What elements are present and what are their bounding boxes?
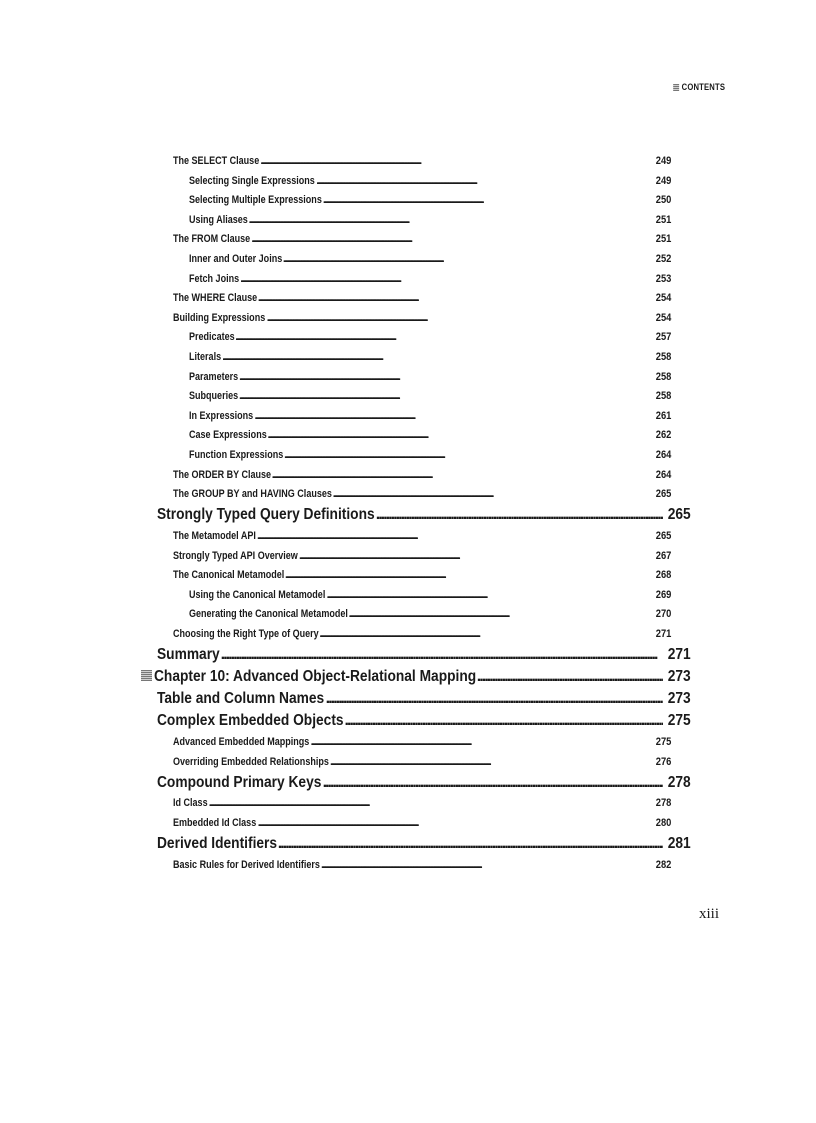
toc-entry-page: 269 [655,588,671,601]
toc-entry-title: Choosing the Right Type of Query [173,627,319,640]
dot-leader [240,272,651,286]
toc-entry[interactable] [173,568,671,582]
toc-entry-page: 251 [655,233,671,246]
toc-entry-page: 268 [655,569,671,582]
toc-entry-title: Summary [157,646,220,663]
toc-entry[interactable] [189,213,671,227]
toc-entry-page: 258 [655,370,671,383]
dot-leader [319,627,651,641]
toc-entry[interactable] [189,370,671,384]
toc-entry[interactable] [189,448,671,462]
dot-leader [321,858,652,872]
running-header [673,82,725,92]
dot-leader [311,735,652,749]
dot-leader [260,154,651,168]
toc-entry-title: Strongly Typed API Overview [173,549,298,562]
dot-leader [268,428,652,442]
toc-entry-page: 273 [668,690,691,708]
toc-entry[interactable] [173,858,671,872]
toc-entry-page: 262 [655,429,671,442]
toc-entry-page: 273 [668,668,691,686]
dot-leader [349,607,652,621]
toc-entry-page: 267 [655,549,671,562]
dot-leader [330,755,652,769]
toc-entry-page: 281 [668,834,691,852]
toc-entry[interactable] [173,529,671,543]
toc-entry[interactable] [173,311,671,325]
toc-entry-title: The WHERE Clause [173,292,258,305]
toc-entry-title: Embedded Id Class [173,816,257,829]
toc-entry-title: Advanced Embedded Mappings [173,735,310,748]
toc-entry-page: 265 [655,529,671,542]
toc-entry-page: 270 [655,608,671,621]
toc-entry-title: In Expressions [189,409,254,422]
dot-leader [209,796,652,810]
toc-entry-page: 254 [655,311,671,324]
toc-entry[interactable] [173,154,671,168]
dot-leader [257,529,652,543]
toc-entry-title: Complex Embedded Objects [157,712,344,730]
dot-leader [239,370,652,384]
toc-entry[interactable] [173,816,671,830]
toc-entry-title: Inner and Outer Joins [189,253,283,265]
toc-entry-title: The Canonical Metamodel [173,569,285,582]
toc-entry-title: Compound Primary Keys [157,773,322,791]
running-header-label: CONTENTS [681,82,725,92]
dot-leader [376,505,664,525]
toc-entry-title: Subqueries [189,390,239,403]
dot-leader [299,549,652,563]
toc-entry[interactable] [157,505,691,525]
toc-entry[interactable] [189,428,671,442]
toc-entry[interactable] [173,735,671,749]
dot-leader [258,816,652,830]
toc-entry-title: Parameters [189,370,239,383]
toc-entry[interactable] [173,796,671,810]
toc-entry[interactable] [189,409,671,423]
toc-entry[interactable] [173,487,671,501]
square-bullet-icon [673,84,679,91]
toc-entry-page: 250 [655,194,671,207]
toc-entry-title: Fetch Joins [189,272,240,285]
toc-entry-page: 271 [655,627,671,640]
toc-entry-page: 264 [655,449,671,461]
toc-entry-page: 257 [655,331,671,344]
toc-entry-page: 249 [655,155,671,167]
toc-entry-page: 265 [668,506,691,524]
toc-entry[interactable] [157,645,691,665]
toc-entry[interactable] [189,252,671,266]
dot-leader [326,689,664,709]
dot-leader [327,588,652,602]
toc-entry[interactable] [173,755,671,769]
dot-leader [284,448,651,462]
dot-leader [278,834,664,854]
toc-entry-title: Generating the Canonical Metamodel [189,608,348,621]
toc-entry[interactable] [157,711,691,731]
toc-entry-page: 264 [655,468,671,481]
toc-entry[interactable] [189,350,671,364]
toc-entry-page: 258 [655,390,671,403]
toc-entry-title: Id Class [173,797,208,810]
dot-leader [222,350,651,364]
toc-entry-title: Case Expressions [189,429,267,442]
dot-leader [283,252,652,266]
dot-leader [267,311,652,325]
toc-entry-page: 251 [655,213,671,226]
dot-leader [345,711,664,731]
toc-entry-title: Selecting Single Expressions [189,174,315,187]
toc-entry-title: Literals [189,351,222,363]
toc-entry-title: The GROUP BY and HAVING Clauses [173,488,332,501]
toc-entry-page: 278 [655,797,671,810]
toc-entry-title: Derived Identifiers [157,834,278,852]
toc-entry-title: Table and Column Names [157,690,325,708]
toc-entry[interactable] [141,667,691,687]
dot-leader [323,773,664,793]
toc-entry-page: 280 [655,816,671,829]
dot-leader [221,645,664,665]
toc-entry-title: Using the Canonical Metamodel [189,588,326,601]
dot-leader [323,193,652,207]
toc-entry[interactable] [189,272,671,286]
toc-entry-page: 278 [668,773,691,791]
toc-entry-title: Predicates [189,331,235,344]
toc-entry[interactable] [189,174,671,188]
toc-entry-title: Chapter 10: Advanced Object-Relational Mapping [154,668,477,686]
toc-entry-page: 254 [655,292,671,305]
toc-entry-page: 249 [655,174,671,187]
toc-entry[interactable] [173,549,671,563]
toc-entry-title: Function Expressions [189,449,284,461]
toc-entry[interactable] [173,627,671,641]
toc-entry-page: 261 [655,409,671,422]
dot-leader [251,232,651,246]
toc-entry-page: 258 [655,351,671,363]
toc-entry-title: The FROM Clause [173,233,251,246]
toc-entry[interactable] [189,607,671,621]
toc-entry-title: The SELECT Clause [173,155,260,167]
toc-entry[interactable] [173,291,671,305]
dot-leader [235,330,651,344]
toc-entry[interactable] [157,773,691,793]
dot-leader [249,213,652,227]
dot-leader [254,409,651,423]
dot-leader [272,468,652,482]
toc-entry-page: 275 [668,712,691,730]
toc-entry-title: Overriding Embedded Relationships [173,755,329,768]
toc-entry-page: 253 [655,272,671,285]
page-number: xiii [698,906,719,922]
toc-entry-title: Selecting Multiple Expressions [189,194,322,207]
toc-entry-page: 275 [655,735,671,748]
toc-entry-title: The ORDER BY Clause [173,468,272,481]
toc-entry-title: Basic Rules for Derived Identifiers [173,858,320,871]
dot-leader [239,389,652,403]
toc-entry-title: Building Expressions [173,311,266,324]
dot-leader [333,487,652,501]
toc-entry[interactable] [157,834,691,854]
toc-entry[interactable] [173,232,671,246]
toc-entry-title: Using Aliases [189,213,248,226]
toc-entry[interactable] [189,193,671,207]
toc-entry-title: The Metamodel API [173,529,256,542]
toc-entry-page: 276 [655,755,671,768]
toc-entry-page: 271 [668,646,691,663]
dot-leader [477,667,664,687]
toc-entry[interactable] [189,330,671,344]
dot-leader [316,174,651,188]
toc-entry[interactable] [173,468,671,482]
toc-entry[interactable] [189,389,671,403]
toc-entry-page: 252 [655,253,671,265]
toc-entry-page: 265 [655,488,671,501]
toc-entry-page: 282 [655,858,671,871]
toc-entry[interactable] [157,689,691,709]
toc-entry-title: Strongly Typed Query Definitions [157,506,375,524]
chapter-marker-icon [141,670,152,681]
toc-entry[interactable] [189,588,671,602]
dot-leader [258,291,652,305]
dot-leader [285,568,652,582]
